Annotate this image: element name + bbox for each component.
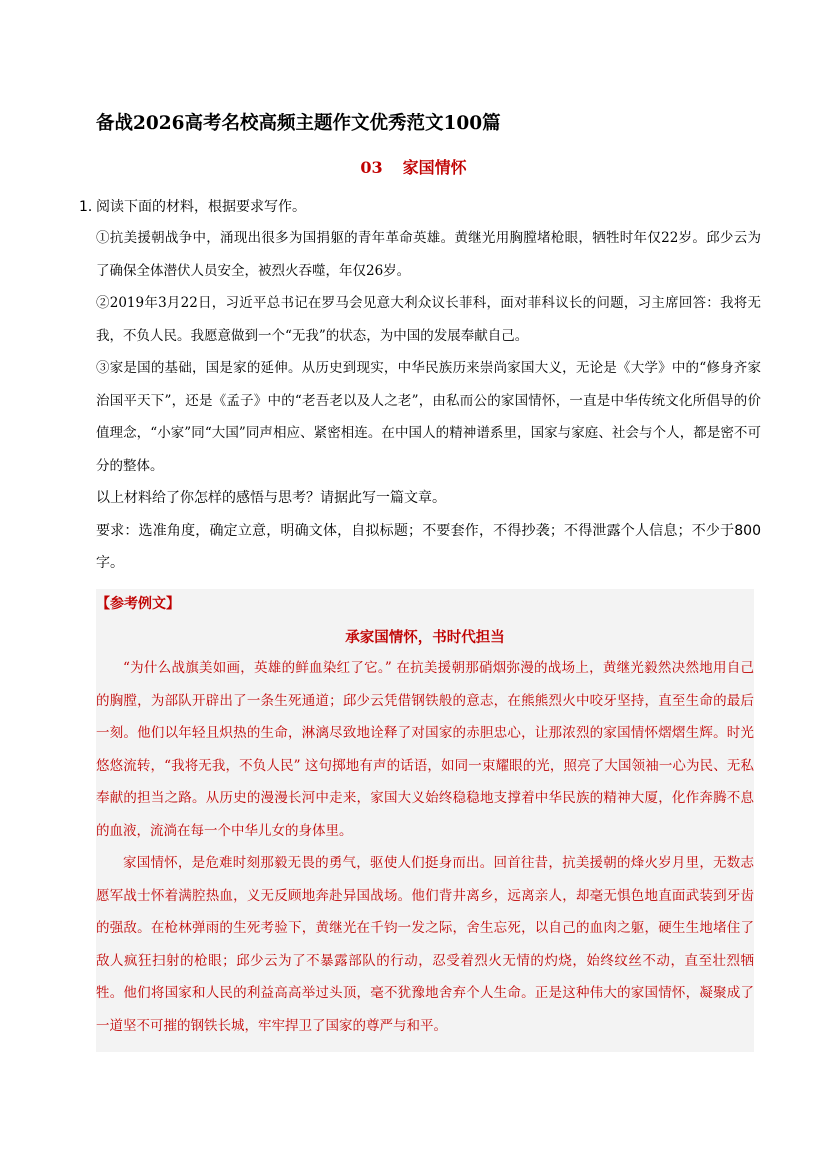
- prompt-block: [96, 482, 761, 580]
- writing-requirements: 要求：选准角度，确定立意，明确文体，自拟标题；不要套作，不得抄袭；不得泄露个人信息；不少于800字。: [96, 522, 761, 571]
- reference-essay-label: 【参考例文】: [96, 596, 180, 612]
- question-intro: 阅读下面的材料，根据要求写作。: [96, 199, 306, 215]
- essay-paragraph: “为什么战旗美如画，英雄的鲜血染红了它。” 在抗美援朝那硝烟弥漫的战场上，黄继光毅然决然地用自己的胸膛，为部队开辟出了一条生死通道；邱少云凭借钢铁般的意志，在熊熊烈火中咬牙坚持，直至生命的最后一刻。他们以年轻且炽热的生命，淋漓尽致地诠释了对国家的赤胆忠心，让那浓烈的家国情怀熠熠生辉。时光悠悠流转，“我将无我，不负人民” 这句掷地有声的话语，如同一束耀眼的光，照亮了大国领袖一心为民、无私奉献的担当之路。从历史的漫漫长河中走来，家国大义始终稳稳地支撑着中华民族的精神大厦，化作奔腾不息的血液，流淌在每一个中华儿女的身体里。: [96, 660, 754, 839]
- material-item: ②2019年3月22日，习近平总书记在罗马会见意大利众议长菲科，面对菲科议长的问题，习主席回答：我将无我，不负人民。我愿意做到一个“无我”的状态，为中国的发展奉献自己。: [96, 295, 761, 344]
- question-number: 1．: [79, 199, 102, 215]
- material-block: [96, 222, 761, 482]
- writing-prompt: 以上材料给了你怎样的感悟与思考？请据此写一篇文章。: [96, 490, 446, 506]
- section-heading: [0, 155, 827, 178]
- essay-body: [96, 652, 754, 1042]
- document-title: 备战2026高考名校高频主题作文优秀范文100篇: [96, 113, 501, 134]
- essay-title: 承家国情怀，书时代担当: [345, 630, 505, 646]
- material-item: ③家是国的基础，国是家的延伸。从历史到现实，中华民族历来崇尚家国大义，无论是《大学》中的“修身齐家治国平天下”，还是《孟子》中的“老吾老以及人之老”，由私而公的家国情怀，一直是中华传统文化所倡导的价值理念，“小家”同“大国”同声相应、紧密相连。在中国人的精神谱系里，国家与家庭、社会与个人，都是密不可分的整体。: [96, 360, 761, 474]
- section-number: 03: [360, 158, 383, 177]
- material-item: ①抗美援朝战争中，涌现出很多为国捐躯的青年革命英雄。黄继光用胸膛堵枪眼，牺牲时年仅22岁。邱少云为了确保全体潜伏人员安全，被烈火吞噬，年仅26岁。: [96, 230, 761, 279]
- section-name: 家国情怀: [402, 158, 467, 177]
- essay-paragraph: 家国情怀，是危难时刻那毅无畏的勇气，驱使人们挺身而出。回首往昔，抗美援朝的烽火岁月里，无数志愿军战士怀着满腔热血，义无反顾地奔赴异国战场。他们背井离乡，远离亲人，却毫无惧色地直面武装到牙齿的强敌。在枪林弹雨的生死考验下，黄继光在千钧一发之际，舍生忘死，以自己的血肉之躯，硬生生地堵住了敌人疯狂扫射的枪眼；邱少云为了不暴露部队的行动，忍受着烈火无情的灼烧，始终纹丝不动，直至壮烈牺牲。他们将国家和人民的利益高高举过头顶，毫不犹豫地舍弃个人生命。正是这种伟大的家国情怀，凝聚成了一道坚不可摧的钢铁长城，牢牢捍卫了国家的尊严与和平。: [96, 855, 754, 1034]
